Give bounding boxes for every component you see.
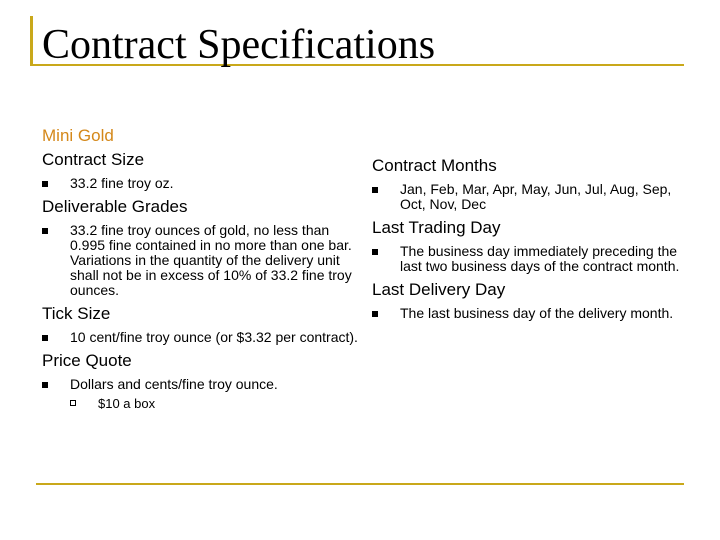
heading-last-trading-day: Last Trading Day [372, 218, 501, 237]
list-item [372, 306, 692, 321]
list-item [42, 176, 362, 191]
hollow-square-bullet-icon [70, 400, 76, 406]
right-column [372, 156, 692, 327]
square-bullet-icon [42, 382, 48, 388]
heading-price-quote: Price Quote [42, 351, 132, 370]
list-item [42, 223, 362, 298]
left-column [42, 126, 362, 411]
list-item [372, 182, 692, 212]
list-item [42, 377, 362, 392]
sub-list-item-text: $10 a box [98, 396, 156, 411]
square-bullet-icon [42, 335, 48, 341]
heading-tick-size: Tick Size [42, 304, 111, 323]
sub-list-item [70, 396, 362, 411]
heading-contract-months: Contract Months [372, 156, 497, 175]
square-bullet-icon [372, 311, 378, 317]
list-item-text: 33.2 fine troy ounces of gold, no less than 0.995 fine contained in no more than one bar. Variations in the quantity of the delivery unit shall not be in excess of 10% of 33.2 fine troy ounces. [70, 222, 352, 298]
list-item-text: 33.2 fine troy oz. [70, 175, 174, 191]
list-item-text: The last business day of the delivery month. [400, 305, 674, 321]
list-item [372, 244, 692, 274]
list-item-text: Dollars and cents/fine troy ounce. [70, 376, 278, 392]
square-bullet-icon [42, 181, 48, 187]
product-name: Mini Gold [42, 126, 114, 145]
list-item-text: The business day immediately preceding the last two business days of the contract month. [400, 243, 680, 274]
square-bullet-icon [42, 228, 48, 234]
square-bullet-icon [372, 249, 378, 255]
list-item [42, 330, 362, 345]
heading-contract-size: Contract Size [42, 150, 145, 169]
list-item-text: Jan, Feb, Mar, Apr, May, Jun, Jul, Aug, Sep, Oct, Nov, Dec [400, 181, 672, 212]
title-frame-vertical-rule [30, 16, 33, 66]
square-bullet-icon [372, 187, 378, 193]
slide-title: Contract Specifications [42, 22, 436, 68]
list-item-text: 10 cent/fine troy ounce (or $3.32 per contract). [70, 329, 358, 345]
bottom-rule [36, 483, 684, 485]
heading-deliverable-grades: Deliverable Grades [42, 197, 188, 216]
heading-last-delivery-day: Last Delivery Day [372, 280, 506, 299]
